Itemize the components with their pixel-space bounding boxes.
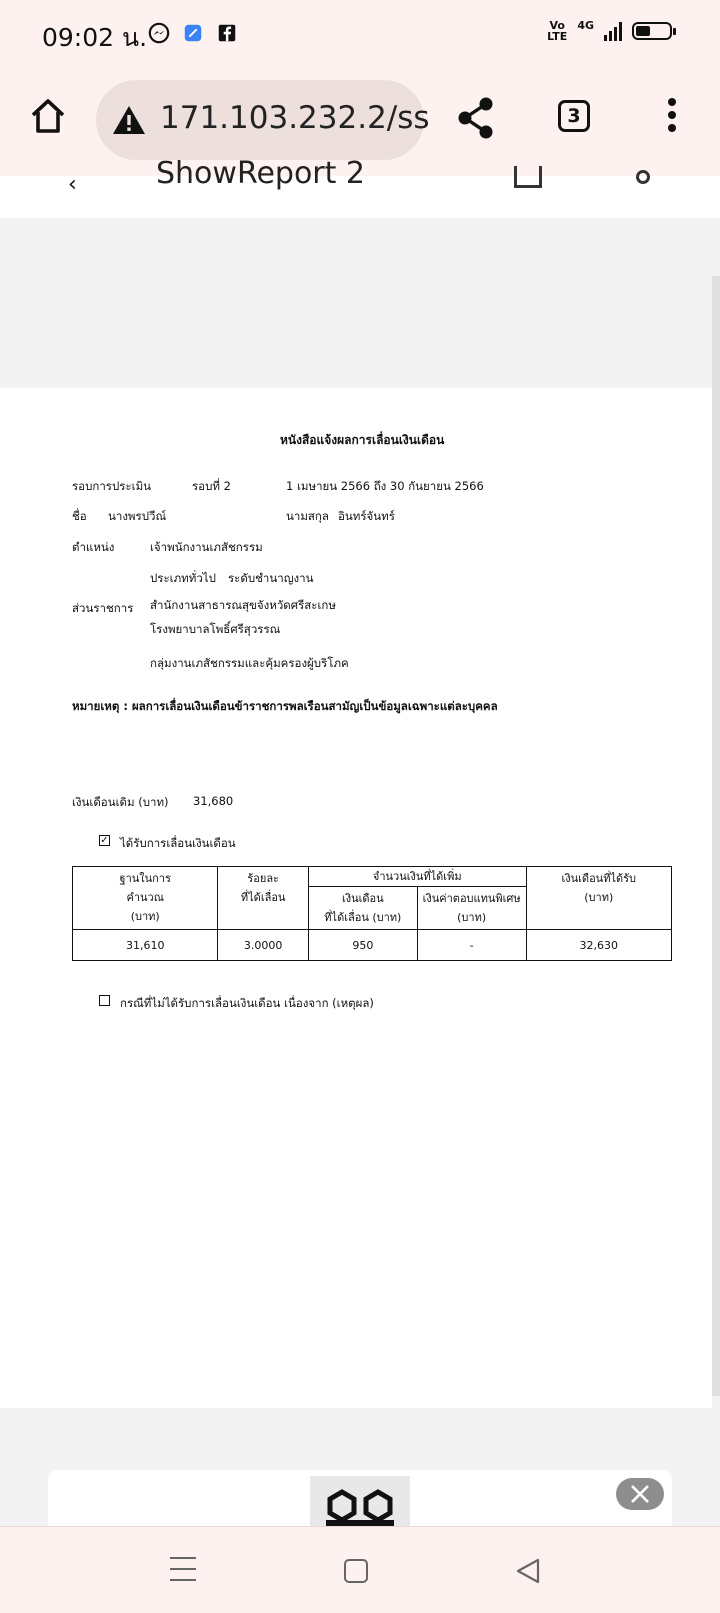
note-text: หมายเหตุ : ผลการเลื่อนเงินเดือนข้าราชการพลเรือนสามัญเป็นข้อมูลเฉพาะแต่ละบุคคล <box>72 699 498 713</box>
name-label: ชื่อ <box>72 509 87 523</box>
status-time: 09:02 น. <box>42 23 148 52</box>
cell-new-salary: 32,630 <box>526 930 671 961</box>
table-row <box>73 930 672 961</box>
nav-home-icon[interactable] <box>344 1559 368 1583</box>
position-value: เจ้าพนักงานเภสัชกรรม <box>150 540 263 554</box>
received-checkbox[interactable]: ✓ <box>100 835 109 846</box>
period-value: 1 เมษายน 2566 ถึง 30 กันยายน 2566 <box>286 479 484 493</box>
type-value: ประเภททั่วไป <box>150 571 216 585</box>
header-salary-increase: เงินเดือน ที่ได้เลื่อน (บาท) <box>308 887 417 930</box>
home-icon[interactable] <box>28 96 68 136</box>
network-type: 4G <box>577 18 594 32</box>
surname-value: อินทร์จันทร์ <box>338 509 395 523</box>
header-percent: ร้อยละ ที่ได้เลื่อน <box>218 867 309 930</box>
base-salary-label: เงินเดือนเดิม (บาท) <box>72 795 169 809</box>
status-bar <box>0 0 720 64</box>
base-salary-value: 31,680 <box>193 794 234 808</box>
nav-back-icon[interactable] <box>514 1557 542 1585</box>
system-nav-bar <box>0 1526 720 1613</box>
name-value: นางพรปวีณ์ <box>108 509 167 523</box>
url-bar[interactable] <box>96 80 430 160</box>
viewer-header <box>0 156 720 218</box>
agency-line-3: กลุ่มงานเภสัชกรรมและคุ้มครองผู้บริโภค <box>150 656 349 670</box>
header-amount: จำนวนเงินที่ได้เพิ่ม <box>308 867 526 887</box>
scrollbar[interactable] <box>712 276 720 1396</box>
header-base: ฐานในการ คำนวณ (บาท) <box>73 867 218 930</box>
document-title: หนังสือแจ้งผลการเลื่อนเงินเดือน <box>280 433 445 447</box>
agency-line-1: สำนักงานสาธารณสุขจังหวัดศรีสะเกษ <box>150 598 336 612</box>
cell-compensation: - <box>417 930 526 961</box>
save-icon[interactable] <box>514 166 542 188</box>
cell-base: 31,610 <box>73 930 218 961</box>
recent-apps-icon[interactable] <box>170 1557 196 1581</box>
cell-increase: 950 <box>308 930 417 961</box>
tab-switcher-button[interactable]: 3 <box>558 100 590 132</box>
round-label: รอบการประเมิน <box>72 479 152 493</box>
not-secure-warning-icon[interactable] <box>112 104 146 136</box>
cell-percent: 3.0000 <box>218 930 309 961</box>
ad-image[interactable] <box>310 1476 410 1530</box>
volte-icon: Vo LTE <box>547 19 568 43</box>
round-value: รอบที่ 2 <box>192 479 231 493</box>
app-icon <box>182 22 204 44</box>
url-text[interactable]: 171.103.232.2/ss <box>160 100 430 136</box>
viewer-title: ShowReport 2 <box>156 156 366 191</box>
ad-product-icon <box>324 1488 396 1530</box>
download-icon[interactable] <box>636 170 650 184</box>
status-indicators <box>547 20 672 42</box>
agency-label: ส่วนราชการ <box>72 601 134 615</box>
position-label: ตำแหน่ง <box>72 540 115 554</box>
share-icon[interactable] <box>456 96 496 140</box>
surname-label: นามสกุล <box>286 509 329 523</box>
ad-banner[interactable] <box>48 1470 672 1530</box>
signal-icon <box>604 21 622 41</box>
header-compensation: เงินค่าตอบแทนพิเศษ (บาท) <box>417 887 526 930</box>
not-received-checkbox[interactable] <box>99 995 110 1006</box>
not-received-label: กรณีที่ไม่ได้รับการเลื่อนเงินเดือน เนื่องจาก (เหตุผล) <box>120 996 374 1010</box>
close-icon[interactable] <box>616 1478 664 1510</box>
agency-line-2: โรงพยาบาลโพธิ์ศรีสุวรรณ <box>150 622 281 636</box>
more-options-icon[interactable] <box>662 98 682 138</box>
received-label: ได้รับการเลื่อนเงินเดือน <box>120 836 236 850</box>
level-value: ระดับชำนาญงาน <box>228 571 314 585</box>
back-arrow-icon[interactable]: ‹ <box>68 172 77 197</box>
salary-table <box>72 866 672 961</box>
messenger-icon <box>148 22 170 44</box>
facebook-icon <box>216 22 238 44</box>
header-new-salary: เงินเดือนที่ได้รับ (บาท) <box>526 867 671 930</box>
battery-icon <box>632 22 672 40</box>
